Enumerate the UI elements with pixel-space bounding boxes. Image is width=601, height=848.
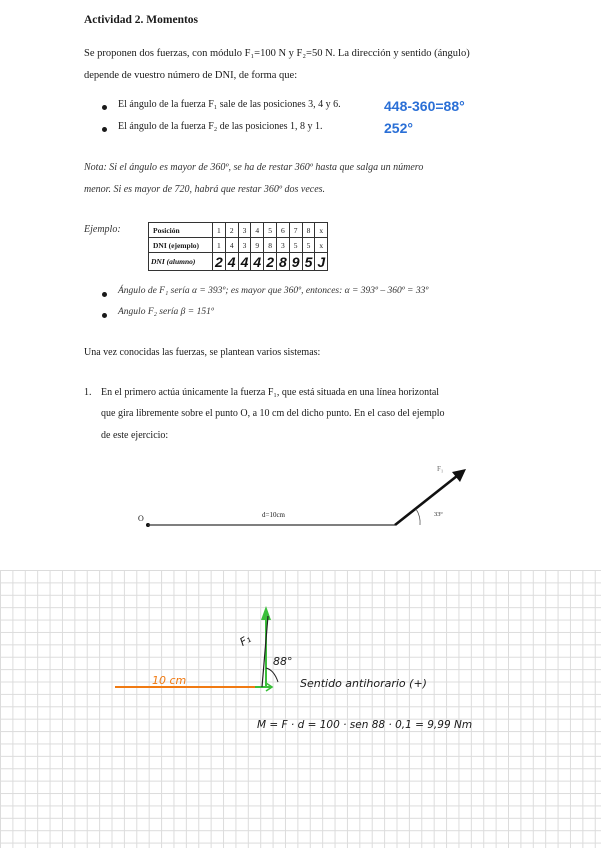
example-label: Ejemplo:	[84, 224, 121, 235]
example-diagram	[0, 455, 601, 555]
table-cell: 2	[264, 253, 277, 271]
angle-arc-hand	[266, 668, 278, 682]
table-cell: 4	[251, 253, 264, 271]
item-line-2: que gira libremente sobre el punto O, a 10 cm del dicho punto. En el caso del ejemplo	[101, 408, 445, 419]
bullet-text: El ángulo de la fuerza F₂ de las posiciones 1, 8 y 1.	[118, 121, 323, 132]
row-label: DNI (ejemplo)	[149, 238, 213, 253]
table-cell: 4	[251, 223, 264, 238]
handwritten-direction: Sentido antihorario (+)	[300, 677, 427, 690]
table-cell: 8	[276, 253, 289, 271]
table-cell: 1	[213, 223, 226, 238]
table-cell: 8	[302, 223, 315, 238]
table-cell: J	[315, 253, 328, 271]
point-o-label: O	[138, 514, 144, 523]
table-cell: x	[315, 238, 328, 253]
table-cell: 7	[289, 223, 302, 238]
bullet-text: El ángulo de la fuerza F₁ sale de las posiciones 3, 4 y 6.	[118, 99, 341, 110]
table-cell: 4	[225, 253, 238, 271]
row-label: Posición	[149, 223, 213, 238]
arrowhead	[452, 469, 466, 482]
table-cell: 5	[289, 238, 302, 253]
item-line-1: En el primero actúa únicamente la fuerza F₁, que está situada en una línea horizontal	[101, 387, 440, 398]
table-cell: 5	[302, 253, 315, 271]
table-cell: 9	[251, 238, 264, 253]
green-arrowhead-up	[261, 606, 271, 620]
handwritten-diagram	[0, 570, 601, 848]
handwritten-distance: 10 cm	[152, 674, 187, 687]
table-cell: 1	[213, 238, 226, 253]
page-title: Actividad 2. Momentos	[84, 14, 199, 26]
handwritten-angle: 88°	[273, 655, 293, 668]
table-cell: 3	[276, 238, 289, 253]
intro-line-2: depende de vuestro número de DNI, de forma que:	[84, 70, 298, 81]
table-cell: 2	[225, 223, 238, 238]
table-cell: 2	[213, 253, 226, 271]
intro-line-1: Se proponen dos fuerzas, con módulo F₁=100 N y F₂=50 N. La dirección y sentido (ángulo)	[84, 48, 470, 59]
table-cell: 9	[289, 253, 302, 271]
force-label: F₁	[437, 465, 444, 473]
row-label: DNI (alumno)	[149, 253, 213, 271]
angle-arc	[416, 509, 420, 525]
distance-label: d=10cm	[262, 511, 285, 519]
table-cell: 3	[238, 238, 251, 253]
example-bullet-text: Angulo F₂ sería β = 151º	[118, 307, 214, 317]
dni-table	[148, 222, 328, 271]
table-cell: x	[315, 223, 328, 238]
table-cell: 4	[225, 238, 238, 253]
table-row	[149, 223, 328, 238]
handwritten-equation: M = F · d = 100 · sen 88 · 0,1 = 9,99 Nm	[257, 719, 473, 731]
table-row	[149, 253, 328, 271]
handwritten-angle-f2: 252°	[384, 120, 413, 136]
table-cell: 4	[238, 253, 251, 271]
table-cell: 6	[276, 223, 289, 238]
note-line-2: menor. Si es mayor de 720, habrá que restar 360º dos veces.	[84, 184, 326, 195]
item-number: 1.	[84, 387, 92, 398]
systems-intro: Una vez conocidas las fuerzas, se plantean varios sistemas:	[84, 347, 321, 358]
table-cell: 3	[238, 223, 251, 238]
handwritten-force: F₁	[237, 632, 254, 649]
note-line-1: Nota: Si el ángulo es mayor de 360º, se ha de restar 360º hasta que salga un número	[84, 162, 424, 173]
handwritten-angle-f1: 448-360=88°	[384, 98, 465, 114]
table-cell: 8	[264, 238, 277, 253]
item-line-3: de este ejercicio:	[101, 430, 169, 441]
table-cell: 5	[264, 223, 277, 238]
example-bullet-text: Ángulo de F₁ sería α = 393º; es mayor que 360º, entonces: α = 393º – 360º = 33º	[118, 286, 429, 296]
table-row	[149, 238, 328, 253]
table-cell: 5	[302, 238, 315, 253]
angle-label: 33º	[434, 511, 443, 518]
force-f1-arrow	[395, 472, 462, 525]
